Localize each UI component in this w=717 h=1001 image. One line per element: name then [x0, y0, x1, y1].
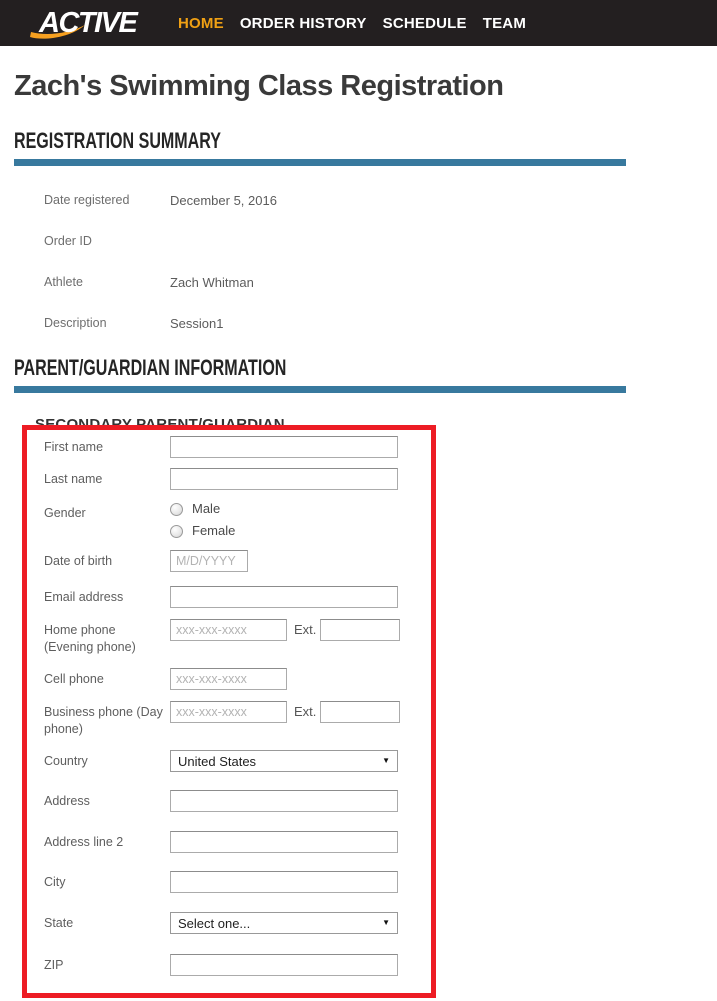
form-row-last-name	[44, 468, 717, 490]
form-row-date-of-birth	[44, 550, 717, 572]
gender-option-female[interactable]	[170, 524, 235, 538]
country-select-value: United States	[178, 753, 257, 769]
summary-value: Session1	[170, 316, 224, 331]
nav-item-order-history[interactable]: ORDER HISTORY	[239, 14, 367, 32]
nav-item-schedule[interactable]: SCHEDULE	[382, 14, 467, 32]
home-phone-input[interactable]	[170, 619, 287, 641]
active-logo[interactable]	[30, 5, 152, 41]
secondary-parent-guardian-title: SECONDARY PARENT/GUARDIAN	[35, 416, 285, 433]
address-line-2-input[interactable]	[170, 831, 398, 853]
summary-value: Zach Whitman	[170, 275, 254, 290]
business-phone-label: Business phone (Day phone)	[44, 705, 163, 736]
city-input[interactable]	[170, 871, 398, 893]
country-select[interactable]	[170, 750, 398, 772]
business-phone-ext-input[interactable]	[320, 701, 400, 723]
registration-summary	[0, 193, 717, 331]
form-row-state	[44, 912, 717, 934]
first-name-input[interactable]	[170, 436, 398, 458]
secondary-parent-guardian-form	[0, 416, 717, 976]
form-row-first-name	[44, 436, 717, 458]
state-select[interactable]	[170, 912, 398, 934]
form-row-address-line-2	[44, 831, 717, 853]
gender-label: Gender	[44, 506, 86, 520]
registration-summary-heading: REGISTRATION SUMMARY	[14, 128, 222, 153]
cell-phone-label: Cell phone	[44, 672, 104, 686]
gender-option-male[interactable]	[170, 502, 235, 516]
page-title: Zach's Swimming Class Registration	[14, 70, 504, 102]
email-address-input[interactable]	[170, 586, 398, 608]
home-phone-label: Home phone (Evening phone)	[44, 623, 136, 654]
chevron-down-icon: ▼	[382, 918, 390, 927]
gender-male-label: Male	[192, 501, 221, 516]
summary-row-athlete	[44, 275, 717, 290]
nav-item-team[interactable]: TEAM	[482, 14, 527, 32]
cell-phone-input[interactable]	[170, 668, 287, 690]
form-row-city	[44, 871, 717, 893]
form-row-business-phone	[44, 701, 717, 738]
last-name-label: Last name	[44, 472, 103, 486]
form-row-home-phone	[44, 619, 717, 656]
summary-label: Order ID	[44, 234, 92, 248]
form-row-zip	[44, 954, 717, 976]
summary-label: Description	[44, 316, 107, 330]
country-label: Country	[44, 754, 88, 768]
last-name-input[interactable]	[170, 468, 398, 490]
home-phone-ext-label: Ext.	[294, 622, 317, 637]
summary-value: December 5, 2016	[170, 193, 277, 208]
active-logo-graphic	[30, 5, 152, 41]
address-line-2-label: Address line 2	[44, 835, 124, 849]
parent-guardian-heading: PARENT/GUARDIAN INFORMATION	[14, 355, 287, 380]
form-row-email	[44, 586, 717, 608]
business-phone-ext-label: Ext.	[294, 704, 317, 719]
zip-input[interactable]	[170, 954, 398, 976]
summary-row-order-id	[44, 234, 717, 249]
gender-female-label: Female	[192, 523, 236, 538]
date-of-birth-label: Date of birth	[44, 554, 113, 568]
main-nav	[178, 15, 526, 32]
section-divider-bar	[14, 386, 626, 393]
svg-text:ACTIVE: ACTIVE	[39, 7, 137, 39]
chevron-down-icon: ▼	[382, 756, 390, 765]
business-phone-input[interactable]	[170, 701, 287, 723]
email-address-label: Email address	[44, 590, 124, 604]
state-select-value: Select one...	[178, 915, 251, 931]
summary-label: Date registered	[44, 193, 130, 207]
section-divider-bar	[14, 159, 626, 166]
top-navigation-bar	[0, 0, 717, 46]
form-row-cell-phone	[44, 668, 717, 690]
home-phone-ext-input[interactable]	[320, 619, 400, 641]
form-row-country	[44, 750, 717, 772]
radio-button-icon[interactable]	[170, 525, 183, 538]
summary-row-description	[44, 316, 717, 331]
city-label: City	[44, 875, 66, 889]
radio-button-icon[interactable]	[170, 503, 183, 516]
summary-row-date-registered	[44, 193, 717, 208]
first-name-label: First name	[44, 440, 104, 454]
address-input[interactable]	[170, 790, 398, 812]
form-row-gender	[44, 502, 717, 550]
nav-item-home[interactable]: HOME	[178, 14, 224, 32]
summary-label: Athlete	[44, 275, 83, 289]
date-of-birth-input[interactable]	[170, 550, 248, 572]
state-label: State	[44, 916, 74, 930]
zip-label: ZIP	[44, 958, 64, 972]
address-label: Address	[44, 794, 90, 808]
gender-options	[170, 502, 235, 550]
form-row-address	[44, 790, 717, 812]
